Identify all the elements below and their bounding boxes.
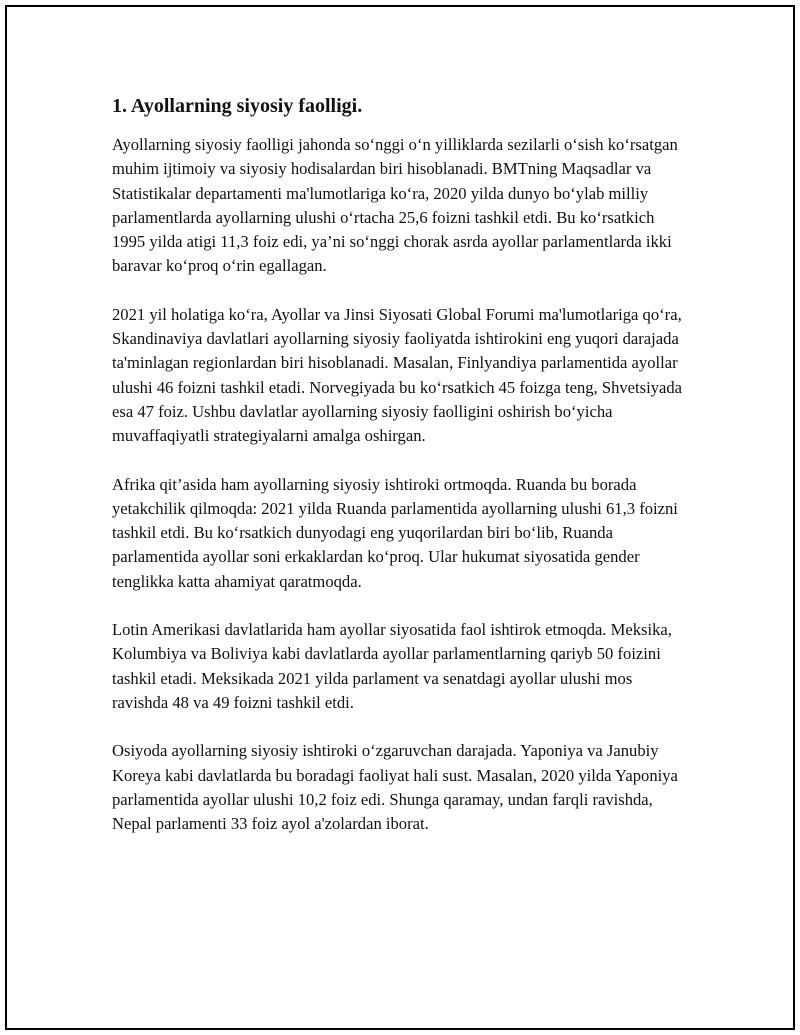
section-heading: 1. Ayollarning siyosiy faolligi. [112, 95, 363, 117]
document-body [112, 92, 687, 860]
paragraph-latin-america: Lotin Amerikasi davlatlarida ham ayollar siyosatida faol ishtirok etmoqda. Meksika, Kolumbiya va Boliviya kabi davlatlarda ayollar parlamentlarning qariyb 50 foizini tashkil etadi. Meksikada 2021 yilda parlament va senatdagi ayollar ulushi mos ravishda 48 va 49 foizni tashkil etdi. [112, 620, 672, 712]
paragraph-scandinavia: 2021 yil holatiga ko‘ra, Ayollar va Jinsi Siyosati Global Forumi ma'lumotlariga qo‘ra, Skandinaviya davlatlari ayollarning siyosiy faoliyatda ishtirokini eng yuqori darajada ta'minlagan regionlardan biri hisoblanadi. Masalan, Finlyandiya parlamentida ayollar ulushi 46 foizni tashkil etadi. Norvegiyada bu ko‘rsatkich 45 foizga teng, Shvetsiyada esa 47 foiz. Ushbu davlatlar ayollarning siyosiy faolligini oshirish bo‘yicha muvaffaqiyatli strategiyalarni amalga oshirgan. [112, 304, 683, 446]
paragraph-global-share: Ayollarning siyosiy faolligi jahonda so‘nggi o‘n yilliklarda sezilarli o‘sish ko‘rsatgan muhim ijtimoiy va siyosiy hodisalardan biri hisoblanadi. BMTning Maqsadlar va Statistikalar departamenti ma'lumotlariga ko‘ra, 2020 yilda dunyo bo‘ylab milliy parlamentlarda ayollarning ulushi o‘rtacha 25,6 foizni tashkil etdi. Bu ko‘rsatkich 1995 yilda atigi 11,3 foiz edi, ya’ni so‘nggi chorak asrda ayollar parlamentlarda ikki baravar ko‘proq o‘rin egallagan. [112, 135, 678, 276]
paragraph-asia: Osiyoda ayollarning siyosiy ishtiroki o‘zgaruvchan darajada. Yaponiya va Janubiy Koreya kabi davlatlarda bu boradagi faoliyat hali sust. Masalan, 2020 yilda Yaponiya parlamentida ayollar ulushi 10,2 foiz edi. Shunga qaramay, undan farqli ravishda, Nepal parlamenti 33 foiz ayol a'zolardan iborat. [112, 741, 678, 834]
paragraph-africa: Afrika qit’asida ham ayollarning siyosiy ishtiroki ortmoqda. Ruanda bu borada yetakchilik qilmoqda: 2021 yilda Ruanda parlamentida ayollarning ulushi 61,3 foizni tashkil etdi. Bu ko‘rsatkich dunyodagi eng yuqorilardan biri bo‘lib, Ruanda parlamentida ayollar soni erkaklardan ko‘proq. Ular hukumat siyosatida gender tenglikka katta ahamiyat qaratmoqda. [112, 474, 678, 591]
